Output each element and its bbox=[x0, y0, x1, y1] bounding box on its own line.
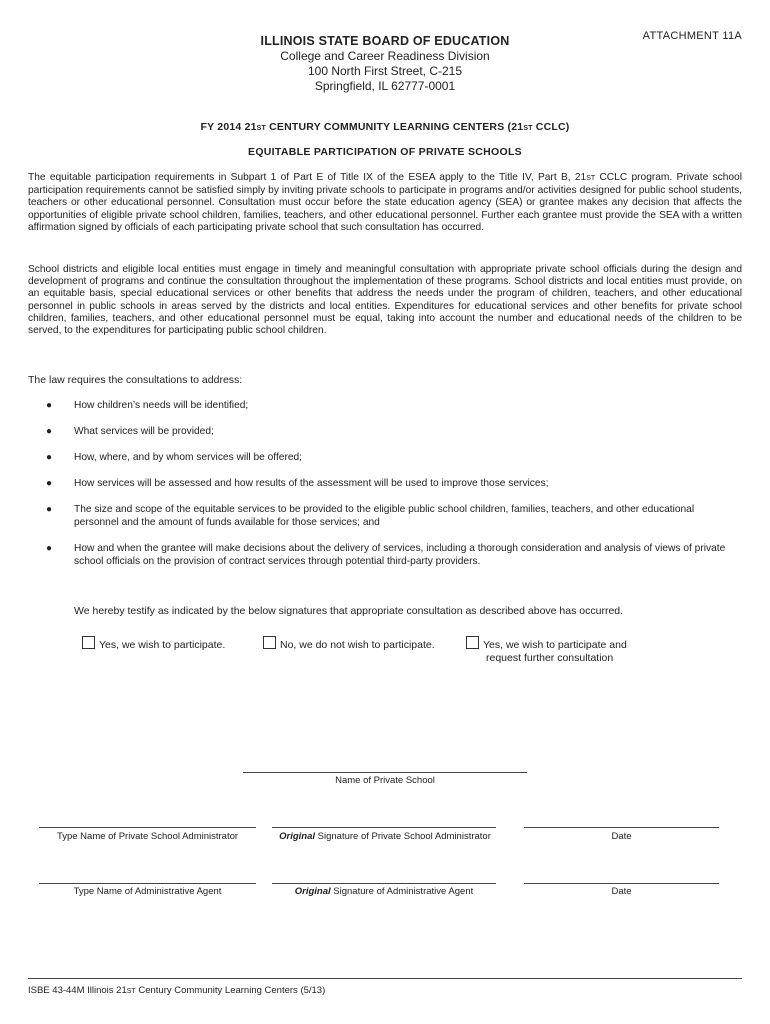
agent-name-line[interactable] bbox=[39, 883, 256, 884]
admin-signature-label: Original Signature of Private School Administrator bbox=[279, 831, 491, 842]
list-item: ● How, where, and by whom services will be offered; bbox=[46, 452, 303, 463]
law-intro: The law requires the consultations to address: bbox=[28, 374, 243, 386]
agent-date-label: Date bbox=[611, 886, 632, 897]
school-name-label: Name of Private School bbox=[335, 775, 435, 786]
admin-date-label: Date bbox=[611, 831, 632, 842]
org-name: ILLINOIS STATE BOARD OF EDUCATION bbox=[260, 34, 510, 48]
consultation-list bbox=[40, 400, 740, 582]
checkbox-participate[interactable] bbox=[82, 636, 95, 649]
agent-date-line[interactable] bbox=[524, 883, 719, 884]
agent-name-label: Type Name of Administrative Agent bbox=[73, 886, 222, 897]
list-item: ● What services will be provided; bbox=[46, 426, 214, 437]
admin-date-line[interactable] bbox=[524, 827, 719, 828]
bullet-icon: ● bbox=[46, 478, 53, 489]
checkbox-not-participate[interactable] bbox=[263, 636, 276, 649]
list-item: ● The size and scope of the equitable services to be provided to the eligible public school children, families, teachers, and other educational personnel and the amount of funds available for those services; and bbox=[46, 504, 695, 528]
form-subtitle: EQUITABLE PARTICIPATION OF PRIVATE SCHOOLS bbox=[248, 146, 522, 158]
list-item: ● How and when the grantee will make decisions about the delivery of services, including a thorough consideration and analysis of views of private school officials on the provision of contract services through potential third-party providers. bbox=[46, 543, 726, 567]
attachment-label: ATTACHMENT 11A bbox=[642, 30, 742, 42]
list-item: ● How children’s needs will be identified; bbox=[46, 400, 249, 411]
testify-statement: We hereby testify as indicated by the below signatures that appropriate consultation as described above has occurred. bbox=[74, 605, 624, 617]
school-name-line[interactable] bbox=[243, 772, 527, 773]
agent-signature-label: Original Signature of Administrative Agent bbox=[294, 886, 474, 897]
admin-name-label: Type Name of Private School Administrator bbox=[56, 831, 239, 842]
list-item: ● How services will be assessed and how results of the assessment will be used to improve those services; bbox=[46, 478, 549, 489]
option-not-participate[interactable]: No, we do not wish to participate. bbox=[263, 636, 435, 652]
agent-signature-line[interactable] bbox=[272, 883, 496, 884]
form-footer: ISBE 43-44M Illinois 21ST Century Community Learning Centers (5/13) bbox=[28, 985, 326, 996]
document-header bbox=[0, 34, 770, 94]
bullet-icon: ● bbox=[46, 504, 53, 515]
division-name: College and Career Readiness Division bbox=[280, 49, 490, 63]
option-participate[interactable]: Yes, we wish to participate. bbox=[82, 636, 225, 652]
paragraph-1: The equitable participation requirements in Subpart 1 of Part E of Title IX of the ESEA apply to the Title IV, Part B, 21ST CCLC program. Private school participation requirements cannot be satisfied simply by inviting private schools to participate in programs and/or activities designed for public school students, teachers or other educational personnel. Consultation must occur before the state education agency (SEA) or grantee makes any decision that affects the opportunities of eligible private school children, families, teachers, and other educational personnel. Further each grantee must provide the SEA with a written affirmation signed by officials of each participating private school that such consultation has occurred. bbox=[28, 172, 742, 233]
footer-divider bbox=[28, 978, 742, 979]
bullet-icon: ● bbox=[46, 400, 53, 411]
checkbox-participate-consult[interactable] bbox=[466, 636, 479, 649]
bullet-icon: ● bbox=[46, 426, 53, 437]
option-participate-consult[interactable]: Yes, we wish to participate and request further consultation bbox=[466, 636, 627, 664]
address-line-1: 100 North First Street, C-215 bbox=[307, 64, 463, 78]
paragraph-2: School districts and eligible local entities must engage in timely and meaningful consultation with appropriate private school officials during the design and development of programs and continue the consultation throughout the implementation of these programs. School districts and local entities must provide, on an equitable basis, special educational services or other benefits that address the needs under the program of children, teachers, and other educational personnel in public schools in areas served by the districts and local entities. Expenditures for educational services and other benefits for private school children, families, teachers, and other educational personnel must be equal, taking into account the number and educational needs of the children to be served, to the expenditures for participating public school children. bbox=[28, 264, 742, 337]
form-title: FY 2014 21ST CENTURY COMMUNITY LEARNING CENTERS (21ST CCLC) bbox=[200, 121, 570, 133]
bullet-icon: ● bbox=[46, 452, 53, 463]
bullet-icon: ● bbox=[46, 543, 53, 554]
admin-name-line[interactable] bbox=[39, 827, 256, 828]
admin-signature-line[interactable] bbox=[272, 827, 496, 828]
address-line-2: Springfield, IL 62777-0001 bbox=[314, 79, 456, 93]
